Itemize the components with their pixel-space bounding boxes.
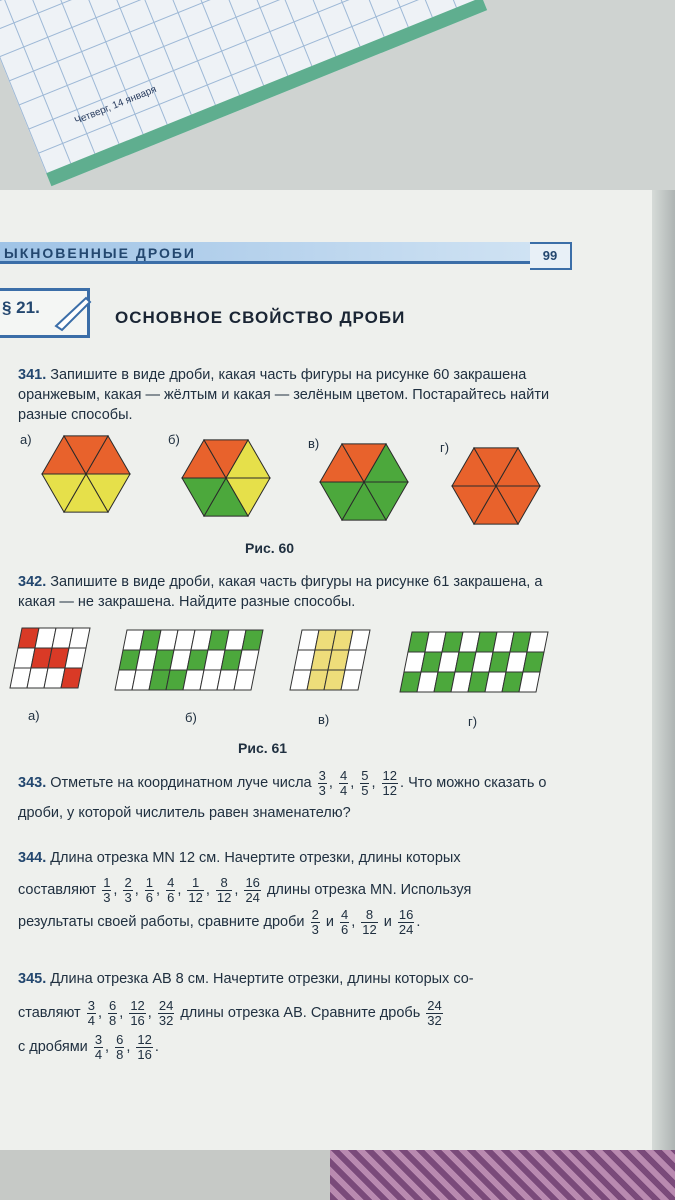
exercise-text: Отметьте на координатном луче числа <box>50 775 312 791</box>
fig61-label-c: в) <box>318 712 330 727</box>
notebook <box>0 0 487 186</box>
fraction: $\frac{4}{6}$ <box>340 906 349 937</box>
notebook-date-label: Четверг, 14 января <box>73 84 159 127</box>
fraction: $\frac{12}{12}$ <box>382 767 398 798</box>
fraction: $\frac{3}{3}$ <box>318 767 326 798</box>
exercise-line-2-after: длины отрезка MN. Используя <box>266 882 472 898</box>
grid-cell <box>345 650 366 670</box>
fig60-label-a: а) <box>20 432 32 447</box>
exercise-343: 343. Отметьте на координатном луче числа $\frac{3}{3}$ , $\frac{4}{4}$ , $\frac{5}{5}$ , $\frac{12}{12}$ . Что можно сказать о дроби, у которой числитель равен знаменателю? <box>18 767 547 821</box>
exercise-line-1: Длина отрезка AB 8 см. Начертите отрезки, длины которых со- <box>50 971 474 987</box>
hexagon-b <box>182 432 270 524</box>
exercise-text-after: . Что можно сказать о дроби, у которой числитель равен знаменателю? <box>18 775 547 821</box>
grid-cell <box>65 648 86 668</box>
grid-c <box>290 630 375 698</box>
hexagon-a <box>42 428 130 520</box>
section-title: ОСНОВНОЕ СВОЙСТВО ДРОБИ <box>115 308 406 327</box>
grid-cell <box>242 630 263 650</box>
exercise-text: Запишите в виде дроби, какая часть фигуры на рисунке 60 закрашена оранжевым, какая — жёлтым и какая — зелёным цветом. Постарайтесь найти разные способы. <box>18 367 550 423</box>
grid-cell <box>234 670 255 690</box>
fraction: $\frac{1}{6}$ <box>145 874 154 905</box>
fraction: $\frac{16}{24}$ <box>245 874 260 905</box>
fraction: $\frac{24}{32}$ <box>427 997 442 1028</box>
exercise-341 <box>18 365 583 425</box>
fraction: $\frac{6}{8}$ <box>109 997 117 1028</box>
exercise-line-1: Длина отрезка MN 12 см. Начертите отрезки, длины которых <box>50 850 461 866</box>
fraction: $\frac{1}{12}$ <box>188 874 203 905</box>
fraction: $\frac{5}{5}$ <box>361 767 369 798</box>
exercise-number: 344. <box>18 850 47 866</box>
fraction: $\frac{8}{12}$ <box>362 906 377 937</box>
fraction: $\frac{2}{3}$ <box>124 874 132 905</box>
grid-cell <box>349 630 370 650</box>
fig60-label-b: б) <box>168 432 180 447</box>
exercise-line-2-after: длины отрезка AB. Сравните дробь <box>180 1005 421 1021</box>
exercise-line-2: ставляют <box>18 1005 81 1021</box>
exercise-number: 345. <box>18 971 47 987</box>
running-header: ЫКНОВЕННЫЕ ДРОБИ <box>0 242 530 264</box>
exercise-345: 345. Длина отрезка AB 8 см. Начертите отрезки, длины которых со- ставляют $\frac{3}{4}$ , $\frac{6}{8}$ , $\frac{12}{16}$ , $\frac{24}{32}$ длины отрезка AB. Сравните дробь $\frac{24}{32}$ с дробями $\frac{3}{4}$ , $\frac{6}{8}$ , $\frac{12}{16}$ . <box>18 971 474 1062</box>
exercise-number: 342. <box>18 574 47 590</box>
fraction: $\frac{3}{4}$ <box>87 997 95 1028</box>
exercise-text: Запишите в виде дроби, какая часть фигуры на рисунке 61 закрашена, а какая — не закрашена. Найдите разные способы. <box>18 574 543 610</box>
exercise-344: 344. Длина отрезка MN 12 см. Начертите отрезки, длины которых составляют $\frac{1}{3}$ , $\frac{2}{3}$ , $\frac{1}{6}$ , $\frac{4}{6}$ , $\frac{1}{12}$ , $\frac{8}{12}$ , $\frac{16}{24}$ длины отрезка MN. Используя результаты своей работы, сравните дроби $\frac{2}{3}$ и $\frac{4}{6}$ , $\frac{8}{12}$ и $\frac{16}{24}$ . <box>18 850 472 937</box>
grid-cell <box>519 672 540 692</box>
fraction: $\frac{3}{4}$ <box>94 1031 103 1062</box>
fig61-label-a: а) <box>28 708 40 723</box>
figure-61-caption: Рис. 61 <box>238 740 288 756</box>
fraction: $\frac{12}{16}$ <box>130 997 145 1028</box>
exercise-line-3: результаты своей работы, сравните дроби <box>18 914 305 930</box>
grid-cell <box>341 670 362 690</box>
grid-b <box>115 630 270 698</box>
grid-d <box>400 632 555 700</box>
grid-cell <box>523 652 544 672</box>
fraction: $\frac{4}{6}$ <box>167 874 175 905</box>
fraction: $\frac{24}{32}$ <box>158 997 174 1028</box>
exercise-number: 341. <box>18 367 47 383</box>
hexagon-c <box>320 436 408 528</box>
grid-a <box>10 628 95 696</box>
fraction: $\frac{1}{3}$ <box>103 874 111 905</box>
hexagon-d <box>452 440 540 532</box>
fabric-strip <box>330 1150 675 1200</box>
exercise-line-2: составляют <box>18 882 97 898</box>
page-number: 99 <box>530 242 572 270</box>
fraction: $\frac{8}{12}$ <box>216 874 232 905</box>
grid-cell <box>69 628 90 648</box>
grid-cell <box>527 632 548 652</box>
exercise-342 <box>18 572 583 612</box>
figure-60-caption: Рис. 60 <box>245 540 295 556</box>
fig60-label-d: г) <box>440 440 450 455</box>
fig61-label-d: г) <box>468 714 478 729</box>
grid-cell <box>61 668 82 688</box>
grid-cell <box>238 650 259 670</box>
fraction: $\frac{16}{24}$ <box>398 906 414 937</box>
fig60-label-c: в) <box>308 436 320 451</box>
section-number: § 21. <box>2 298 40 317</box>
fraction: $\frac{2}{3}$ <box>311 906 319 937</box>
fraction: $\frac{12}{16}$ <box>137 1031 152 1062</box>
fraction: $\frac{4}{4}$ <box>339 767 348 798</box>
page-edge <box>652 190 675 1150</box>
exercise-number: 343. <box>18 775 47 791</box>
pencil-icon <box>52 292 92 332</box>
exercise-line-3: с дробями <box>18 1039 88 1055</box>
fraction: $\frac{6}{8}$ <box>116 1031 124 1062</box>
fig61-label-b: б) <box>185 710 197 725</box>
